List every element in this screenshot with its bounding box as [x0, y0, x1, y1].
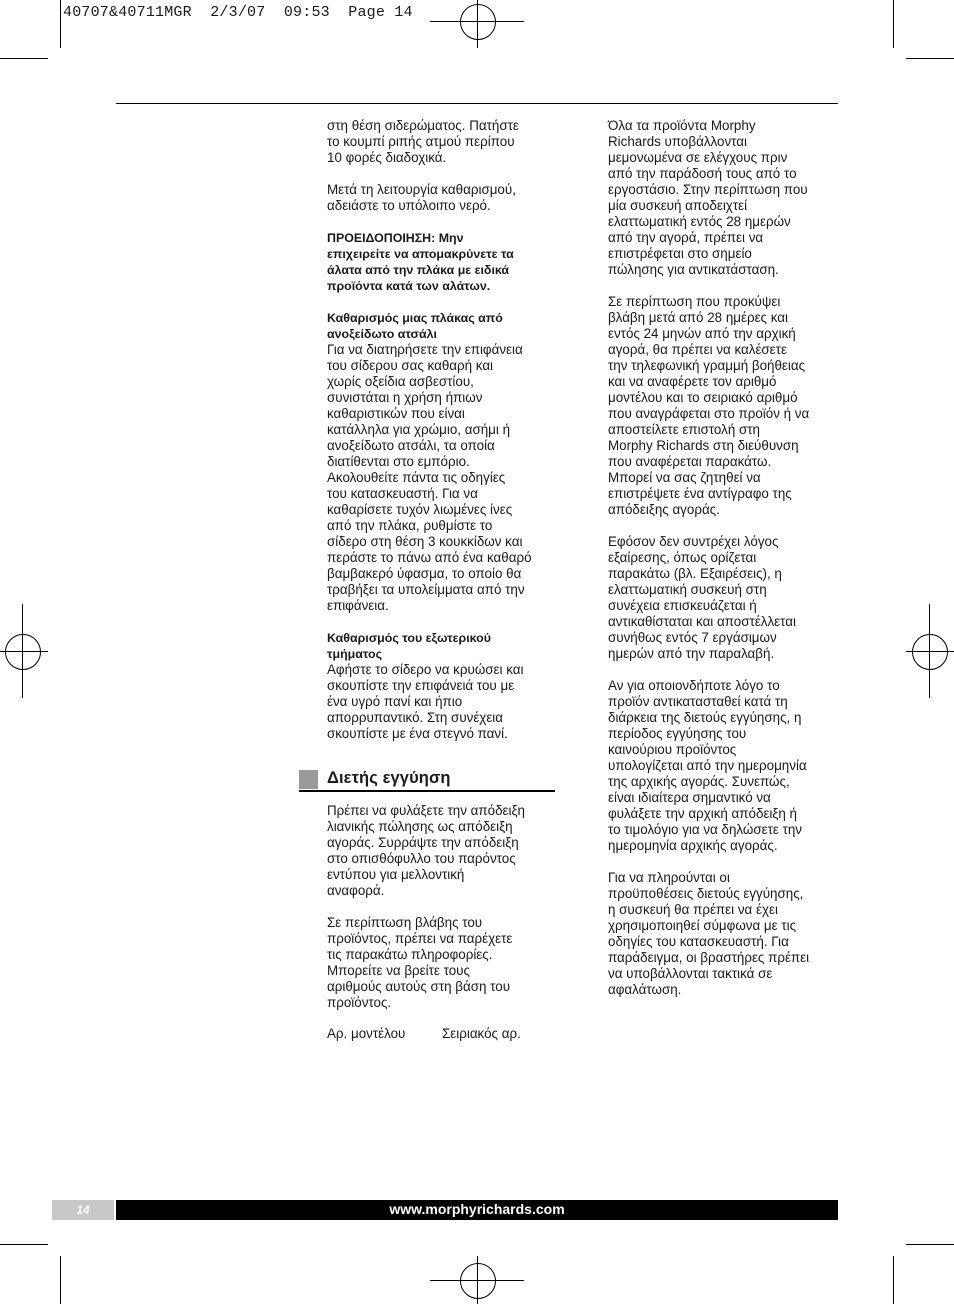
header-rule — [116, 103, 838, 104]
print-slug: 40707&40711MGR 2/3/07 09:53 Page 14 — [63, 4, 413, 21]
section-heading — [299, 768, 555, 791]
paragraph: Όλα τα προϊόντα Morphy Richards υποβάλλονται μεμονωμένα σε ελέγχους πριν από την παράδοσή τους από το εργοστάσιο. Στην περίπτωση που μία συσκευή αποδειχτεί ελαττωματική εντός 28 ημερών από την αγορά, πρέπει να επιστρέφεται στο σημείο πώλησης για αντικατάσταση. — [608, 118, 808, 277]
paragraph: Για να πληρούνται οι προϋποθέσεις διετούς εγγύησης, η συσκευή θα πρέπει να έχει χρησιμοποιηθεί σύμφωνα με τις οδηγίες του κατασκευαστή. Για παράδειγμα, οι βραστήρες πρέπει να υποβάλλονται τακτικά σε αφαλάτωση. — [608, 870, 810, 997]
section-marker — [299, 770, 318, 789]
paragraph: στη θέση σιδερώματος. Πατήστε το κουμπί ριπής ατμού περίπου 10 φορές διαδοχικά. — [327, 118, 519, 165]
right-column — [608, 118, 843, 1014]
left-column — [327, 118, 562, 758]
paragraph-with-subheading — [327, 630, 562, 742]
crop-mark-top-right-h — [906, 58, 954, 59]
paragraph-with-subheading — [327, 310, 562, 614]
section-title: Διετής εγγύηση — [327, 769, 451, 787]
warranty-column — [327, 803, 562, 1027]
crop-mark-top-left-v — [60, 0, 61, 48]
crop-mark-bottom-right-v — [893, 1256, 894, 1304]
crop-mark-bottom-right-h — [906, 1244, 954, 1245]
crop-mark-bottom-left-v — [60, 1256, 61, 1304]
paragraph: Πρέπει να φυλάξετε την απόδειξη λιανικής πώλησης ως απόδειξη αγοράς. Συρράψτε την απόδειξη στο οπισθόφυλλο του παρόντος εντύπου για μελλοντική αναφορά. — [327, 803, 525, 898]
crop-mark-bottom-left-h — [0, 1244, 48, 1245]
subheading: Καθαρισμός μιας πλάκας από ανοξείδωτο ατσάλι — [327, 311, 503, 341]
paragraph: Εφόσον δεν συντρέχει λόγος εξαίρεσης, όπως ορίζεται παρακάτω (βλ. Εξαιρέσεις), η ελαττωματική συσκευή στη συνέχεια επισκευάζεται ή αντικαθίσταται και αποστέλλεται συνήθως εντός 7 εργάσιμων ημερών από την παραλαβή. — [608, 534, 796, 661]
serial-number-label: Σειριακός αρ. — [442, 1026, 521, 1041]
page-number: 14 — [52, 1200, 114, 1220]
paragraph-body: Αφήστε το σίδερο να κρυώσει και σκουπίστε την επιφάνειά του με ένα υγρό πανί και ήπιο απορρυπαντικό. Στη συνέχεια σκουπίστε με ένα στεγνό πανί. — [327, 662, 524, 741]
crop-mark-top-right-v — [893, 0, 894, 48]
subheading: Καθαρισμός του εξωτερικού τμήματος — [327, 631, 491, 661]
paragraph: Σε περίπτωση που προκύψει βλάβη μετά από 28 ημέρες και εντός 24 μηνών από την αρχική αγορά, θα πρέπει να καλέσετε την τηλεφωνική γραμμή βοήθειας και να αναφέρετε τον αριθμό μοντέλου και το σειριακό αριθμό που αναγράφεται στο προϊόν ή να αποστείλετε επιστολή στη Morphy Richards στη διεύθυνση που αναφέρεται παρακάτω. Μπορεί να σας ζητηθεί να επιστρέψετε ένα αντίγραφο της απόδειξης αγοράς. — [608, 294, 810, 517]
section-rule — [299, 790, 555, 792]
model-serial-row — [327, 1026, 521, 1042]
footer-url[interactable]: www.morphyrichards.com — [116, 1200, 838, 1220]
paragraph: Μετά τη λειτουργία καθαρισμού, αδειάστε το υπόλοιπο νερό. — [327, 182, 516, 213]
paragraph: Σε περίπτωση βλάβης του προϊόντος, πρέπει να παρέχετε τις παρακάτω πληροφορίες. Μπορείτε να βρείτε τους αριθμούς αυτούς στη βάση του προϊόντος. — [327, 915, 513, 1010]
paragraph: Αν για οποιονδήποτε λόγο το προϊόν αντικατασταθεί κατά τη διάρκεια της διετούς εγγύησης, η περίοδος εγγύησης του καινούριου προϊόντος υπολογίζεται από την ημερομηνία της αρχικής αγοράς. Συνεπώς, είναι ιδιαίτερα σημαντικό να φυλάξετε την αρχική απόδειξη ή το τιμολόγιο για να δηλώσετε την ημερομηνία αρχικής αγοράς. — [608, 678, 807, 853]
crop-mark-top-left-h — [0, 58, 48, 59]
paragraph-body: Για να διατηρήσετε την επιφάνεια του σίδερου σας καθαρή και χωρίς οξείδια ασβεστίου, συνιστάται η χρήση ήπιων καθαριστικών που είναι κατάλληλα για χρώμιο, ασήμι ή ανοξείδωτο ατσάλι, τα οποία διατίθενται στο εμπόριο. Ακολουθείτε πάντα τις οδηγίες του κατασκευαστή. Για να καθαρίσετε τυχόν λιωμένες ίνες από την πλάκα, ρυθμίστε το σίδερο στη θέση 3 κουκκίδων και περάστε το πάνω από ένα καθαρό βαμβακερό ύφασμα, το οποίο θα τραβήξει τα υπολείμματα από την επιφάνεια. — [327, 342, 532, 613]
model-number-label: Αρ. μοντέλου — [327, 1026, 406, 1041]
warning-text: ΠΡΟΕΙΔΟΠΟΙΗΣΗ: Μην επιχειρείτε να απομακρύνετε τα άλατα από την πλάκα με ειδικά προϊόντα κατά των αλάτων. — [327, 231, 514, 293]
